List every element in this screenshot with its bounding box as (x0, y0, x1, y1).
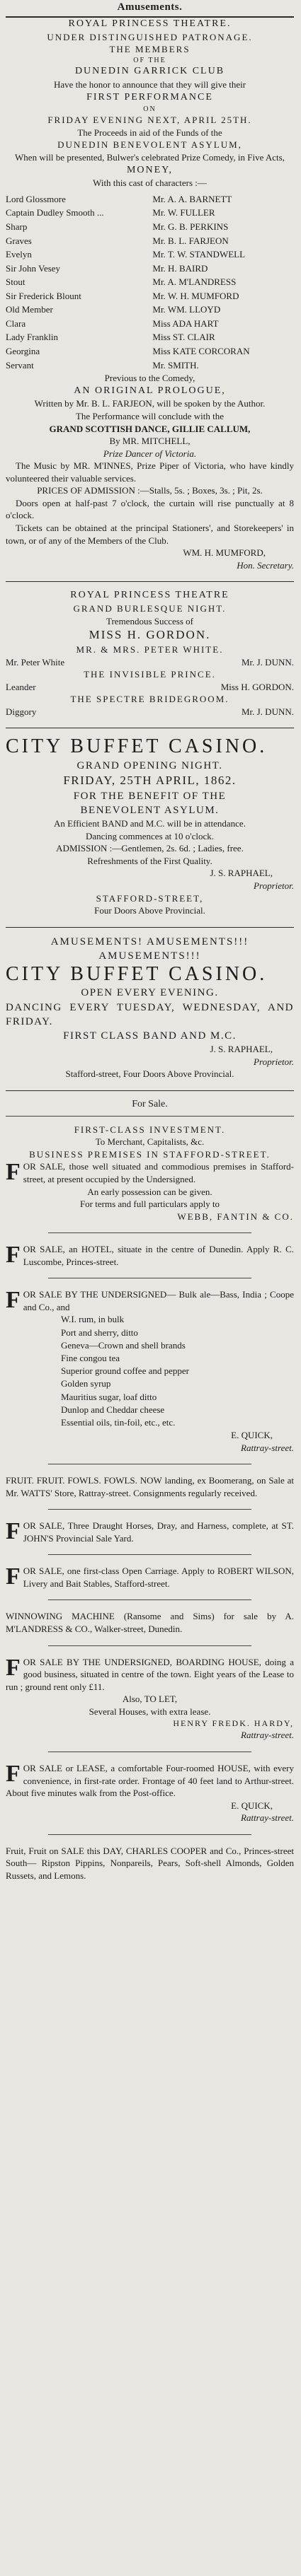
investment-to: To Merchant, Capitalists, &c. (95, 1136, 205, 1148)
goods-intro: OR SALE BY THE UNDERSIGNED— Bulk ale—Bass, India ; Coope and Co., and (23, 1289, 294, 1312)
cast-row (6, 206, 294, 220)
cast-row (6, 330, 294, 344)
divider (6, 1090, 294, 1091)
character-name: Stout (6, 276, 25, 288)
divider (48, 1232, 251, 1233)
benefit-line: FOR THE BENEFIT OF THE (73, 790, 227, 802)
character-name: Sir Frederick Blount (6, 290, 81, 301)
actor-name: Mr. H. BAIRD (152, 262, 208, 274)
actor-name: Mr. WM. LLOYD (152, 304, 221, 315)
character-name: Clara (6, 317, 26, 329)
dancing-days: DANCING EVERY TUESDAY, WEDNESDAY, AND FRIDAY. (6, 1001, 294, 1027)
goods-item: Geneva—Crown and shell brands (61, 1339, 186, 1351)
of-the-line: OF THE (133, 56, 166, 64)
benefit-asylum: BENEVOLENT ASYLUM. (80, 804, 220, 816)
actor-name: Mr. B. L. FARJEON (152, 235, 229, 246)
role: Leander (6, 681, 36, 692)
proprietor-title: Proprietor. (254, 880, 294, 891)
cottage-advertisement: FOR SALE or LEASE, a comfortable Four-roomed HOUSE, with every convenience, in first-rate order. Frontage of 40 feet land to Arthur-street. About five minutes walk from the Post-office. E. QUICK, Rattray-street. (6, 1761, 294, 1824)
divider (48, 1554, 251, 1555)
drays-advertisement: FOR SALE, Three Draught Horses, Dray, and Harness, complete, at ST. JOHN'S Provincial Sale Yard. (6, 1518, 294, 1545)
boarding-sign-street: Rattray-street. (241, 1730, 294, 1741)
proceeds-line: The Proceeds in aid of the Funds of the (77, 127, 222, 138)
cast-row (6, 317, 294, 331)
goods-item: Dunlop and Cheddar cheese (61, 1404, 165, 1415)
admission: ADMISSION :—Gentlemen, 2s. 6d. ; Ladies, free. (56, 843, 244, 854)
several-houses: Several Houses, with extra lease. (89, 1706, 211, 1717)
goods-item: Fine congou tea (61, 1352, 120, 1363)
open-every-evening: OPEN EVERY EVENING. (81, 987, 219, 999)
investment-title: FIRST-CLASS INVESTMENT. (74, 1124, 226, 1135)
actor-name: Miss KATE CORCORAN (152, 345, 250, 356)
goods-item: Golden syrup (61, 1378, 111, 1389)
goods-sign-street: Rattray-street. (241, 1442, 294, 1453)
actor-name: Mr. A. A. BARNETT (152, 193, 232, 204)
street-name: STAFFORD-STREET, (96, 892, 204, 904)
actor-name: Miss ST. CLAIR (152, 332, 215, 343)
character-name: Captain Dudley Smooth ... (6, 207, 104, 218)
cast-row (6, 275, 294, 289)
cast-row (6, 344, 294, 359)
proprietor-name: J. S. RAPHAEL, (210, 868, 273, 879)
cast-row (6, 303, 294, 317)
play-title: MONEY, (126, 164, 174, 175)
patronage-line: UNDER DISTINGUISHED PATRONAGE. (47, 31, 253, 42)
secretary-title: Hon. Secretary. (237, 559, 294, 571)
fruit-advertisement: FRUIT. FRUIT. FOWLS. FOWLS. NOW landing, ex Boomerang, on Sale at Mr. WATTS' Store, Rattray-street. Consignments regularly received. (6, 1475, 294, 1498)
divider (6, 581, 294, 582)
secretary-name: WM. H. MUMFORD, (183, 547, 266, 559)
business-premises: BUSINESS PREMISES IN STAFFORD-STREET. (29, 1148, 271, 1160)
on-line: ON (143, 105, 157, 113)
dance-performer: By MR. MITCHELL, (109, 436, 191, 447)
cast-row (6, 359, 294, 373)
band-line: An Efficient BAND and M.C. will be in attendance. (54, 818, 246, 829)
band-mc: FIRST CLASS BAND AND M.C. (63, 1030, 237, 1042)
cast-intro: With this cast of characters :— (93, 177, 207, 189)
divider (6, 1116, 294, 1117)
first-performance: FIRST PERFORMANCE (86, 91, 213, 103)
actor-name: Mr. A. M'LANDRESS (152, 276, 237, 288)
winnowing-advertisement: WINNOWING MACHINE (Ransome and Sims) for sale by A. M'LANDRESS & CO., Walker-street, Dunedin. (6, 1611, 294, 1634)
opening-date: FRIDAY, 25TH APRIL, 1862. (63, 773, 237, 787)
amusements-header: AMUSEMENTS! AMUSEMENTS!!! (50, 936, 249, 948)
presentation-line: When will be presented, Bulwer's celebrated Prize Comedy, in Five Acts, (15, 151, 285, 163)
dropcap-f: F (6, 1563, 21, 1590)
casino-opening-advertisement (6, 735, 294, 916)
doors-time: Doors open at half-past 7 o'clock, the curtain will rise punctually at 8 o'clock. (6, 497, 294, 521)
investment-advertisement (6, 1124, 294, 1223)
actor-name: Mr. W. H. MUMFORD (152, 290, 239, 301)
role: Diggory (6, 706, 37, 717)
character-name: Georgina (6, 345, 40, 356)
location: Four Doors Above Provincial. (94, 905, 205, 916)
theatre-name: ROYAL PRINCESS THEATRE. (68, 18, 232, 29)
dancing-time: Dancing commences at 10 o'clock. (85, 830, 215, 841)
casino-address: Stafford-street, Four Doors Above Provincial. (65, 1068, 234, 1080)
club-name: DUNEDIN GARRICK CLUB (74, 66, 225, 77)
dropcap-f: F (6, 1287, 21, 1314)
cottage-sign-street: Rattray-street. (241, 1812, 294, 1824)
dropcap-f: F (6, 1761, 21, 1787)
actor-name: Mr. SMITH. (152, 359, 199, 371)
divider (48, 1509, 251, 1510)
piece-one-cast (6, 656, 294, 669)
amusements-header-2: AMUSEMENTS!!! (98, 950, 201, 962)
actor: Mr. J. DUNN. (241, 706, 294, 717)
goods-item: Essential oils, tin-foil, etc., etc. (61, 1416, 176, 1428)
success-line: Tremendous Success of (106, 615, 193, 626)
character-name: Sir John Vesey (6, 262, 61, 274)
casino-amusements-advertisement (6, 935, 294, 1080)
dropcap-f: F (6, 1242, 21, 1269)
for-sale-heading: For Sale. (132, 1098, 168, 1109)
divider (48, 1834, 251, 1835)
burlesque-theatre: ROYAL PRINCESS THEATRE (70, 590, 229, 601)
cast-row (6, 234, 294, 248)
prologue-author: Written by Mr. B. L. FARJEON, will be spoken by the Author. (34, 398, 266, 409)
goods-item: Mauritius sugar, loaf ditto (61, 1391, 157, 1402)
casino-name: CITY BUFFET CASINO. (6, 963, 268, 986)
cottage-sign-name: E. QUICK, (231, 1800, 273, 1811)
section-masthead: Amusements. (6, 0, 294, 18)
actor-name: Miss ADA HART (152, 317, 219, 329)
members-line: THE MEMBERS (109, 44, 191, 55)
hotel-advertisement: FOR SALE, an HOTEL, situate in the centre of Dunedin. Apply R. C. Luscombe, Princes-street. (6, 1242, 294, 1269)
character-name: Evelyn (6, 249, 32, 260)
refreshments: Refreshments of the First Quality. (87, 855, 212, 866)
performance-date: FRIDAY EVENING NEXT, APRIL 25TH. (47, 115, 252, 126)
actor: Mr. J. DUNN. (241, 656, 294, 668)
dance-title: GRAND SCOTTISH DANCE, GILLIE CALLUM, (49, 423, 251, 434)
character-name: Servant (6, 359, 34, 371)
garrick-club-advertisement (6, 18, 294, 571)
cast-row (6, 289, 294, 303)
goods-advertisement (6, 1288, 294, 1454)
dropcap-f: F (6, 1518, 21, 1545)
actor: Miss H. GORDON. (220, 681, 294, 692)
previous-line: Previous to the Comedy, (104, 373, 195, 384)
burlesque-advertisement (6, 589, 294, 718)
goods-item: Port and sherry, ditto (61, 1327, 138, 1338)
goods-list (6, 1313, 294, 1429)
divider (48, 1599, 251, 1600)
fruit-sale-advertisement: Fruit, Fruit on SALE this DAY, CHARLES COOPER and Co., Princes-street South— Ripston Pippins, Nonpareils, Pears, Soft-shell Almonds, Golden Russets, and Lemons. (6, 1845, 294, 1881)
goods-item: W.I. rum, in bulk (61, 1314, 125, 1325)
dropcap-f: F (6, 1159, 21, 1186)
boarding-house-advertisement: FOR SALE BY THE UNDERSIGNED, BOARDING HOUSE, doing a good business, situated in centre of the town. Eight years of the Lease to run ; ground rent only £11. Also, TO LET, Several Houses, with extra lease. HENRY FREDK. HARDY, Rattray-street. (6, 1654, 294, 1741)
proprietor-title: Proprietor. (254, 1056, 294, 1067)
character-name: Sharp (6, 221, 28, 233)
piece-three-cast (6, 706, 294, 718)
piece-one: MR. & MRS. PETER WHITE. (76, 644, 224, 655)
piece-two-cast (6, 681, 294, 694)
character-name: Lady Franklin (6, 332, 59, 343)
honour-line: Have the honor to announce that they will give their (53, 79, 246, 91)
character-name: Lord Glossmore (6, 193, 66, 204)
investment-sign: WEBB, FANTIN & CO. (177, 1211, 294, 1222)
carriage-advertisement: FOR SALE, one first-class Open Carriage. Apply to ROBERT WILSON, Livery and Bait Stables, Stafford-street. (6, 1563, 294, 1590)
for-sale-section (6, 1098, 294, 1882)
character-name: Old Member (6, 304, 53, 315)
cast-row (6, 192, 294, 206)
dance-role: Prize Dancer of Victoria. (103, 448, 197, 459)
cast-row (6, 220, 294, 234)
burlesque-night: GRAND BURLESQUE NIGHT. (73, 603, 227, 614)
actor-name: Mr. G. B. PERKINS (152, 221, 229, 233)
music-credit: The Music by MR. M'INNES, Prize Piper of Victoria, who have kindly volunteered their valuable services. (6, 460, 294, 484)
admission-prices: PRICES OF ADMISSION :—Stalls, 5s. ; Boxes, 3s. ; Pit, 2s. (37, 485, 263, 496)
cast-row (6, 247, 294, 262)
dropcap-f: F (6, 1654, 21, 1681)
piece-two: THE INVISIBLE PRINCE. (84, 669, 216, 680)
divider (6, 927, 294, 928)
investment-body: FOR SALE, those well situated and commodious premises in Stafford-street, at present occupied by the Undersigned. (6, 1159, 294, 1186)
grand-opening: GRAND OPENING NIGHT. (76, 759, 223, 771)
goods-sign-name: E. QUICK, (231, 1430, 273, 1441)
character-name: Graves (6, 235, 32, 246)
asylum-name: DUNEDIN BENEVOLENT ASYLUM, (57, 139, 242, 151)
cast-table (6, 192, 294, 372)
actor-name: Mr. T. W. STANDWELL (152, 249, 246, 260)
actor-name: Mr. W. FULLER (152, 207, 215, 218)
role: Mr. Peter White (6, 656, 65, 668)
piece-three: THE SPECTRE BRIDEGROOM. (70, 694, 229, 705)
goods-item: Superior ground coffee and pepper (61, 1365, 189, 1377)
cast-row (6, 262, 294, 276)
divider (48, 1645, 251, 1646)
boarding-sign-name: HENRY FREDK. HARDY, (173, 1718, 294, 1729)
also-to-let: Also, TO LET, (122, 1694, 178, 1705)
casino-name: CITY BUFFET CASINO. (6, 735, 268, 758)
conclude-line: The Performance will conclude with the (75, 411, 224, 422)
particulars-line: For terms and full particulars apply to (79, 1199, 220, 1210)
possession-line: An early possession can be given. (87, 1186, 212, 1197)
tickets-info: Tickets can be obtained at the principal Stationers', and Storekeepers' in town, or of any of the Members of the Club. (6, 522, 294, 546)
star-name: MISS H. GORDON. (89, 628, 211, 642)
prologue-title: AN ORIGINAL PROLOGUE, (74, 385, 226, 396)
proprietor-name: J. S. RAPHAEL, (210, 1044, 273, 1055)
